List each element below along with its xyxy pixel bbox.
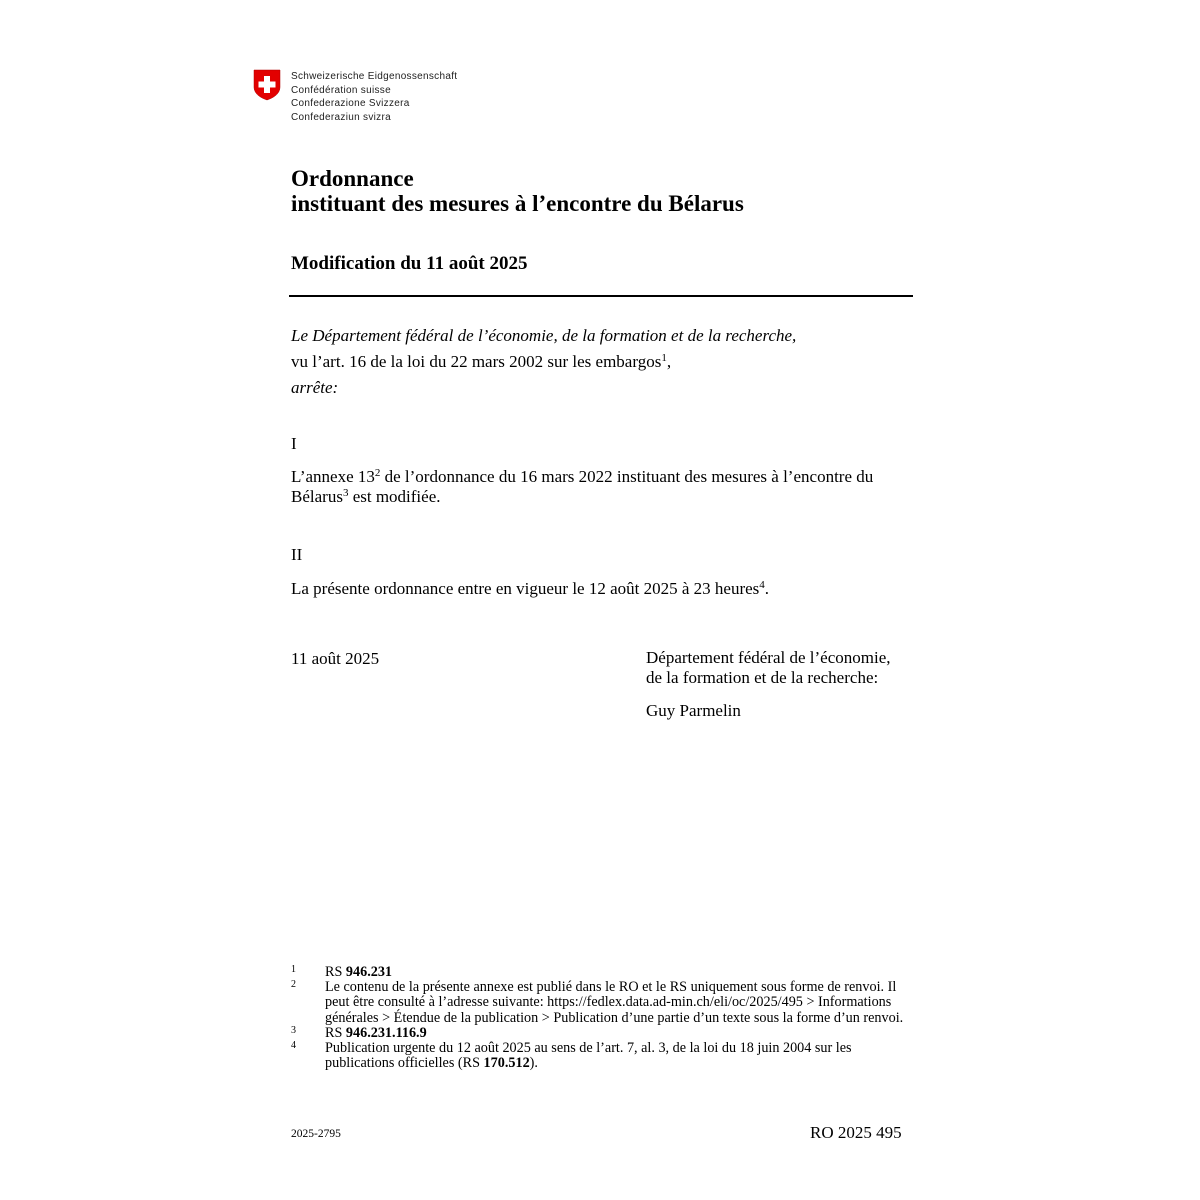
swiss-flag-icon [253, 69, 281, 101]
footnote-2 [291, 980, 911, 1026]
footnote-ref-2[interactable]: 2 [374, 467, 381, 479]
footnote-text [325, 1026, 911, 1041]
preamble-basis-text: vu l’art. 16 de la loi du 22 mars 2002 sur les embargos [291, 352, 662, 371]
footnote-3 [291, 1026, 911, 1041]
signature-department-line-2: de la formation et de la recherche: [646, 668, 879, 687]
footnote-text [325, 965, 911, 980]
footnote-ref-4[interactable]: 4 [759, 579, 765, 591]
signatory-name: Guy Parmelin [646, 701, 741, 720]
footnote-text-prefix: Publication urgente du 12 août 2025 au sens de l’art. 7, al. 3, de la loi du 18 juin 2004 sur les publications officielles (RS [325, 1040, 852, 1072]
section-1-number: I [291, 434, 297, 453]
confederation-fr: Confédération suisse [291, 84, 391, 96]
title-divider [289, 295, 913, 297]
signature-department [646, 648, 890, 688]
footnote-rs-number: 170.512 [483, 1055, 530, 1072]
section-2-text-main: La présente ordonnance entre en vigueur le 12 août 2025 à 23 heures [291, 579, 760, 598]
footnote-rs-number: 946.231 [345, 964, 393, 980]
title-line-1: Ordonnance [291, 166, 414, 191]
footnote-text-prefix: RS [325, 1024, 346, 1041]
preamble-basis-end: , [666, 352, 672, 371]
signature-date: 11 août 2025 [291, 649, 380, 668]
footnote-text: Le contenu de la présente annexe est publié dans le RO et le RS uniquement sous forme de renvoi. Il peut être consulté à l’adresse suivante: https://fedlex.data.ad-min.ch/eli/oc/2025/495 > Informations générales > Étendue de la publication > Publication d’une partie d’un texte sous la forme d’un renvoi. [325, 979, 904, 1026]
section-1-text [291, 467, 916, 507]
preamble-decree: arrête: [291, 378, 339, 397]
footnote-ref-3[interactable]: 3 [342, 487, 349, 499]
footnote-ref-1[interactable]: 1 [661, 352, 667, 364]
footnote-number: 3 [291, 1024, 296, 1036]
confederation-names [291, 70, 457, 124]
section-2-text [291, 578, 769, 600]
preamble-basis [291, 351, 671, 373]
modification-heading: Modification du 11 août 2025 [291, 253, 528, 274]
section-1-text-a: L’annexe 13 [291, 467, 375, 486]
footnote-text [325, 1041, 911, 1071]
footnote-text-suffix: ). [529, 1055, 538, 1072]
signature-department-line-1: Département fédéral de l’économie, [646, 648, 891, 667]
footnote-number: 4 [291, 1040, 296, 1052]
section-1-text-c: est modifiée. [348, 487, 441, 506]
preamble-department: Le Département fédéral de l’économie, de la formation et de la recherche, [291, 326, 797, 345]
section-1-text-b: de l’ordonnance du 16 mars 2022 instituant des mesures à l’encontre du Bélarus [291, 467, 874, 506]
title-line-2: instituant des mesures à l’encontre du Bélarus [291, 191, 744, 216]
document-number: 2025-2795 [291, 1128, 341, 1140]
confederation-it: Confederazione Svizzera [291, 98, 410, 109]
confederation-de: Schweizerische Eidgenossenschaft [291, 71, 458, 82]
document-title [291, 166, 744, 216]
footnote-1 [291, 965, 911, 980]
footnote-number: 1 [291, 964, 296, 975]
section-2-text-end: . [764, 579, 770, 598]
footnote-rs-number: 946.231.116.9 [345, 1024, 427, 1041]
section-2-number: II [291, 545, 303, 564]
ro-reference: RO 2025 495 [810, 1123, 902, 1142]
footnote-number: 2 [291, 979, 296, 991]
footnote-text-prefix: RS [325, 964, 346, 980]
footnotes [291, 965, 911, 1071]
footnote-4 [291, 1041, 911, 1071]
confederation-rm: Confederaziun svizra [291, 111, 391, 123]
